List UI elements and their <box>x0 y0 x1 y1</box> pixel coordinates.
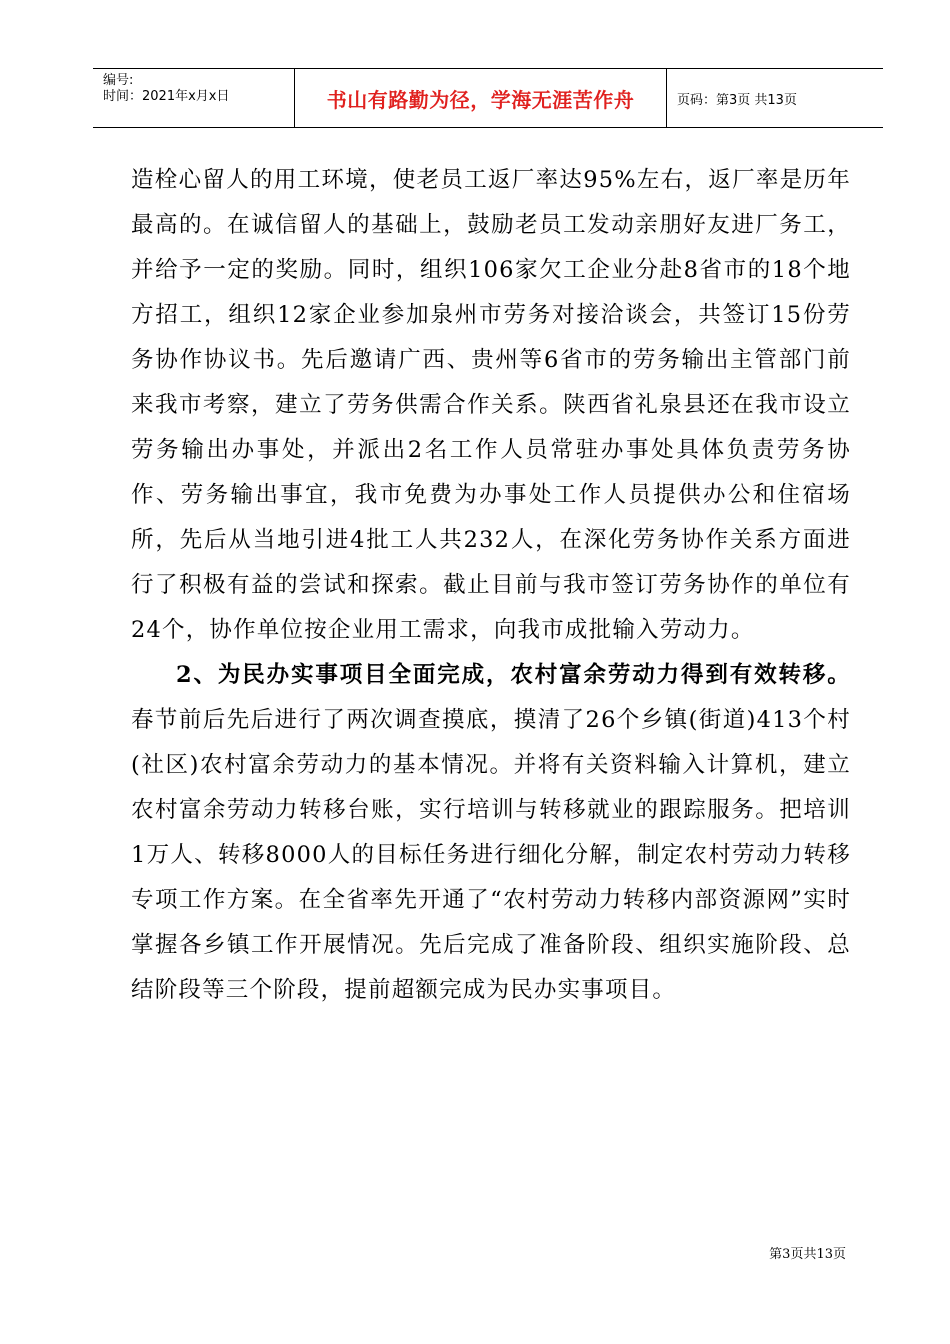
page-footer-number: 第3页共13页 <box>769 1247 846 1262</box>
page-header <box>93 68 883 128</box>
header-motto-cell <box>295 69 667 127</box>
body-paragraph-1: 造栓心留人的用工环境，使老员工返厂率达95%左右，返厂率是历年最高的。在诚信留人的基础上，鼓励老员工发动亲朋好友进厂务工，并给予一定的奖励。同时，组织106家欠工企业分赴8省市的18个地方招工，组织12家企业参加泉州市劳务对接洽谈会，共签订15份劳务协作协议书。先后邀请广西、贵州等6省市的劳务输出主管部门前来我市考察，建立了劳务供需合作关系。陕西省礼泉县还在我市设立劳务输出办事处，并派出2名工作人员常驻办事处具体负责劳务协作、劳务输出事宜，我市免费为办事处工作人员提供办公和住宿场所，先后从当地引进4批工人共232人，在深化劳务协作关系方面进行了积极有益的尝试和探索。截止目前与我市签订劳务协作的单位有24个，协作单位按企业用工需求，向我市成批输入劳动力。 <box>131 167 851 643</box>
document-number-label: 编号: <box>103 73 134 88</box>
header-page-label: 页码：第3页 共13页 <box>677 92 797 108</box>
section-heading: 2、为民办实事项目全面完成，农村富余劳动力得到有效转移。 <box>176 662 851 688</box>
header-page-cell <box>667 69 883 127</box>
section-paragraph-2 <box>131 653 851 1013</box>
header-meta-cell <box>93 69 295 127</box>
document-time-label: 时间：2021年x月x日 <box>103 89 230 104</box>
header-motto: 书山有路勤为径，学海无涯苦作舟 <box>326 87 635 112</box>
body-paragraph-2: 春节前后先后进行了两次调查摸底，摸清了26个乡镇(街道)413个村(社区)农村富余劳动力的基本情况。并将有关资料输入计算机，建立农村富余劳动力转移台账，实行培训与转移就业的跟踪服务。把培训1万人、转移8000人的目标任务进行细化分解，制定农村劳动力转移专项工作方案。在全省率先开通了“农村劳动力转移内部资源网”实时掌握各乡镇工作开展情况。先后完成了准备阶段、组织实施阶段、总结阶段等三个阶段，提前超额完成为民办实事项目。 <box>131 707 851 1003</box>
document-body <box>131 158 851 1013</box>
